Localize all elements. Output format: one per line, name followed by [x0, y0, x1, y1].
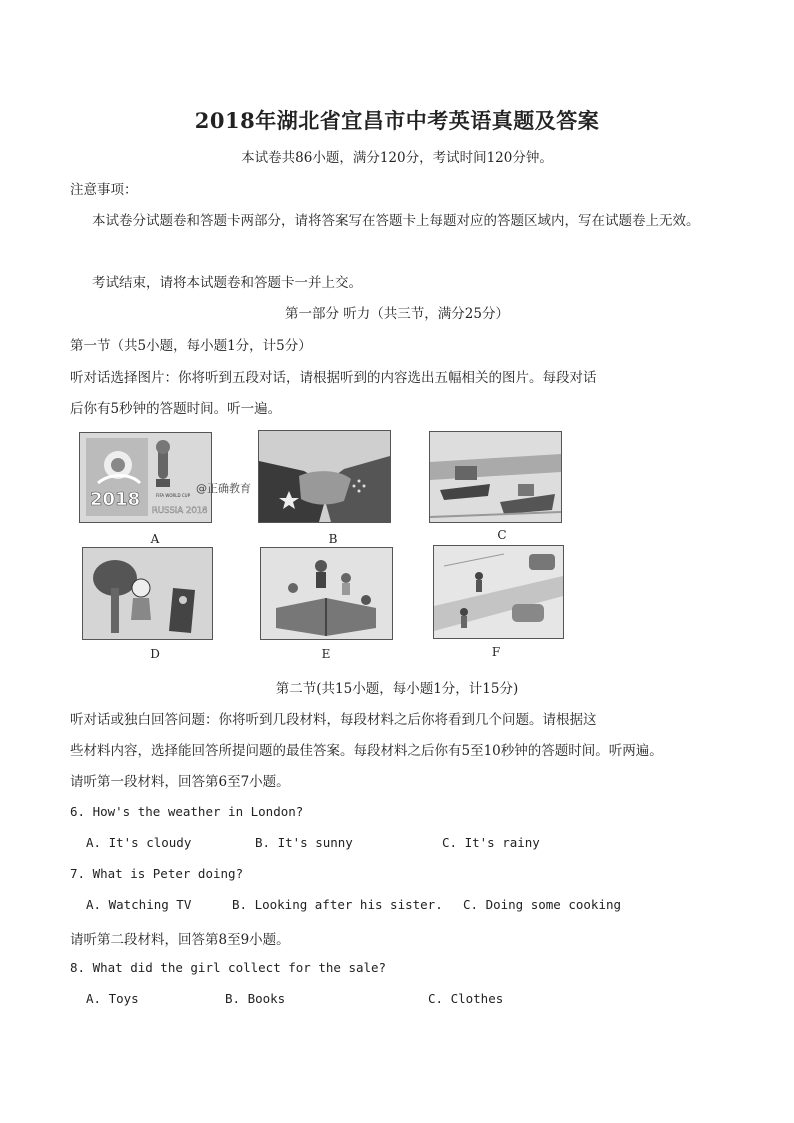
question-7: 7. What is Peter doing?	[70, 866, 244, 881]
q8-option-c: C. Clothes	[428, 991, 504, 1006]
book-and-kids-illustration	[261, 548, 392, 639]
section1-instructions-1: 听对话选择图片：你将听到五段对话，请根据听到的内容选出五幅相关的图片。每段对话	[70, 370, 597, 386]
children-cartoon-illustration	[83, 548, 212, 639]
q6-option-c: C. It's rainy	[442, 835, 540, 850]
picture-label-e: E	[321, 647, 331, 661]
q8-option-a: A. Toys	[86, 991, 139, 1006]
picture-label-a: A	[150, 532, 160, 546]
watermark: @正确教育	[196, 482, 251, 495]
notes-item-2: 考试结束，请将本试题卷和答题卡一并上交。	[92, 275, 362, 291]
notes-heading: 注意事项：	[70, 182, 138, 198]
picture-label-c: C	[497, 528, 507, 542]
picture-d	[82, 547, 213, 640]
fifa-text: FIFA WORLD CUP	[156, 493, 191, 498]
traffic-street-illustration	[434, 546, 563, 638]
picture-e	[260, 547, 393, 640]
world-cup-logo-illustration	[80, 433, 211, 522]
boats-on-river-illustration	[430, 432, 561, 522]
q7-option-c: C. Doing some cooking	[463, 897, 622, 912]
group1-instruction: 请听第一段材料，回答第6至7小题。	[70, 774, 290, 790]
picture-label-d: D	[150, 647, 160, 661]
section2-instructions-1: 听对话或独白回答问题：你将听到几段材料，每段材料之后你将看到几个问题。请根据这	[70, 712, 597, 728]
page-title: 2018年湖北省宜昌市中考英语真题及答案	[194, 108, 600, 133]
q7-option-a: A. Watching TV	[86, 897, 192, 912]
question-6: 6. How's the weather in London?	[70, 804, 304, 819]
logo-2018-text: 2018	[90, 489, 141, 510]
section1-instructions-2: 后你有5秒钟的答题时间。听一遍。	[70, 401, 282, 417]
group2-instruction: 请听第二段材料，回答第8至9小题。	[70, 932, 290, 948]
russia-2018-text: RUSSIA 2018	[152, 506, 208, 516]
q6-option-b: B. It's sunny	[255, 835, 353, 850]
q8-option-b: B. Books	[225, 991, 286, 1006]
q7-option-b: B. Looking after his sister.	[232, 897, 443, 912]
picture-c	[429, 431, 562, 523]
notes-item-1: 本试卷分试题卷和答题卡两部分，请将答案写在答题卡上每题对应的答题区域内，写在试题卷上无效。	[92, 213, 700, 229]
picture-a	[79, 432, 212, 523]
picture-label-b: B	[328, 532, 338, 546]
exam-info: 本试卷共86小题，满分120分，考试时间120分钟。	[241, 150, 553, 166]
question-8: 8. What did the girl collect for the sale?	[70, 960, 387, 975]
part1-heading: 第一部分 听力（共三节，满分25分）	[285, 306, 509, 322]
section2-heading: 第二节(共15小题，每小题1分，计15分)	[275, 681, 519, 697]
picture-b	[258, 430, 391, 523]
q6-option-a: A. It's cloudy	[86, 835, 192, 850]
handshake-illustration	[259, 431, 390, 522]
section2-instructions-2: 些材料内容，选择能回答所提问题的最佳答案。每段材料之后你有5至10秒钟的答题时间。听两遍。	[70, 743, 663, 759]
picture-label-f: F	[491, 645, 501, 659]
section1-heading: 第一节（共5小题，每小题1分，计5分）	[70, 338, 312, 354]
picture-f	[433, 545, 564, 639]
